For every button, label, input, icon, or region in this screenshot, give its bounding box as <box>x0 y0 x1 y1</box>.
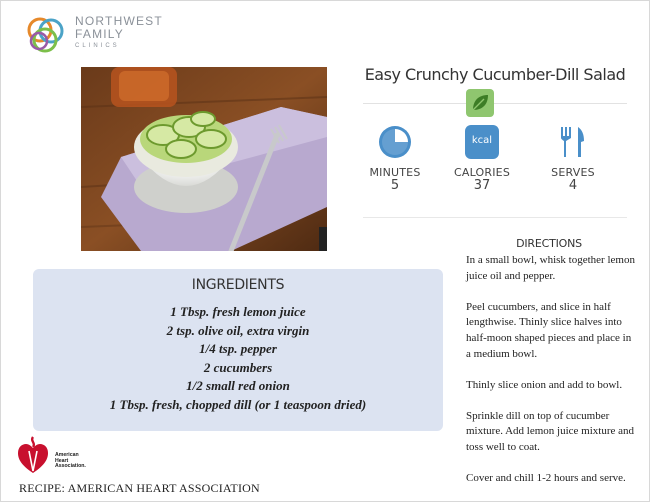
ingredient-item: 1 Tbsp. fresh lemon juice <box>170 304 306 319</box>
salad-photo-illustration <box>81 67 327 251</box>
ingredient-item: 2 tsp. olive oil, extra virgin <box>166 322 310 338</box>
ingredients-list <box>33 303 443 414</box>
rings-logo-icon <box>23 13 69 59</box>
direction-step: Peel cucumbers, and slice in half lengthwise. Thinly slice halves into half-moon shaped pieces and place in a medium bowl. <box>466 300 632 360</box>
aha-logo <box>17 435 49 475</box>
stat-calories <box>442 125 522 193</box>
ingredients-panel <box>33 269 443 431</box>
direction-step: Thinly slice onion and add to bowl. <box>466 378 623 391</box>
clinic-name <box>75 15 163 51</box>
stat-minutes-label: MINUTES <box>369 166 421 179</box>
recipe-credit: RECIPE: AMERICAN HEART ASSOCIATION <box>19 481 260 495</box>
directions-list <box>466 253 638 502</box>
stat-minutes-value: 5 <box>390 178 400 193</box>
stats-divider <box>363 217 627 218</box>
stat-serves <box>533 125 613 193</box>
stat-calories-icon-wrap <box>465 125 499 159</box>
stat-minutes-icon-wrap <box>378 125 412 159</box>
recipe-title: Easy Crunchy Cucumber-Dill Salad <box>364 65 626 84</box>
fork-knife-icon <box>556 125 590 159</box>
stat-calories-value: 37 <box>473 178 491 193</box>
direction-step: Cover and chill 1-2 hours and serve. <box>466 471 626 484</box>
leaf-icon <box>466 89 494 117</box>
heart-torch-icon <box>17 435 49 475</box>
direction-step: Sprinkle dill on top of cucumber mixture. Add lemon juice mixture and toss well to coat. <box>466 409 635 454</box>
stat-serves-icon-wrap <box>556 125 590 159</box>
aha-wordmark <box>55 453 105 470</box>
ingredient-item: 1 Tbsp. fresh, chopped dill (or 1 teaspoon dried) <box>109 396 367 412</box>
aha-line3: Association. <box>55 463 86 470</box>
ingredient-item: 1/4 tsp. pepper <box>199 341 277 356</box>
ingredient-item: 2 cucumbers <box>203 359 273 375</box>
kcal-icon: kcal <box>471 135 493 146</box>
direction-step: In a small bowl, whisk together lemon juice oil and pepper. <box>466 254 635 282</box>
stat-calories-label: CALORIES <box>453 166 511 179</box>
logo-line-family: FAMILY <box>75 27 124 41</box>
logo-line-northwest: NORTHWEST <box>75 14 163 28</box>
clock-icon <box>378 125 412 159</box>
logo-line-clinics: CLINICS <box>75 43 120 49</box>
stat-serves-value: 4 <box>568 178 578 193</box>
aha-line2: Heart <box>55 457 69 464</box>
leaf-badge <box>466 89 494 117</box>
aha-line1: American <box>55 452 79 458</box>
ingredients-heading: INGREDIENTS <box>191 277 285 293</box>
directions-heading: DIRECTIONS <box>516 237 582 250</box>
title-divider <box>363 103 627 104</box>
clinic-logo <box>23 13 173 59</box>
stat-minutes <box>355 125 435 193</box>
salad-photo <box>81 67 327 251</box>
ingredient-item: 1/2 small red onion <box>186 378 290 393</box>
stat-serves-label: SERVES <box>551 166 595 179</box>
